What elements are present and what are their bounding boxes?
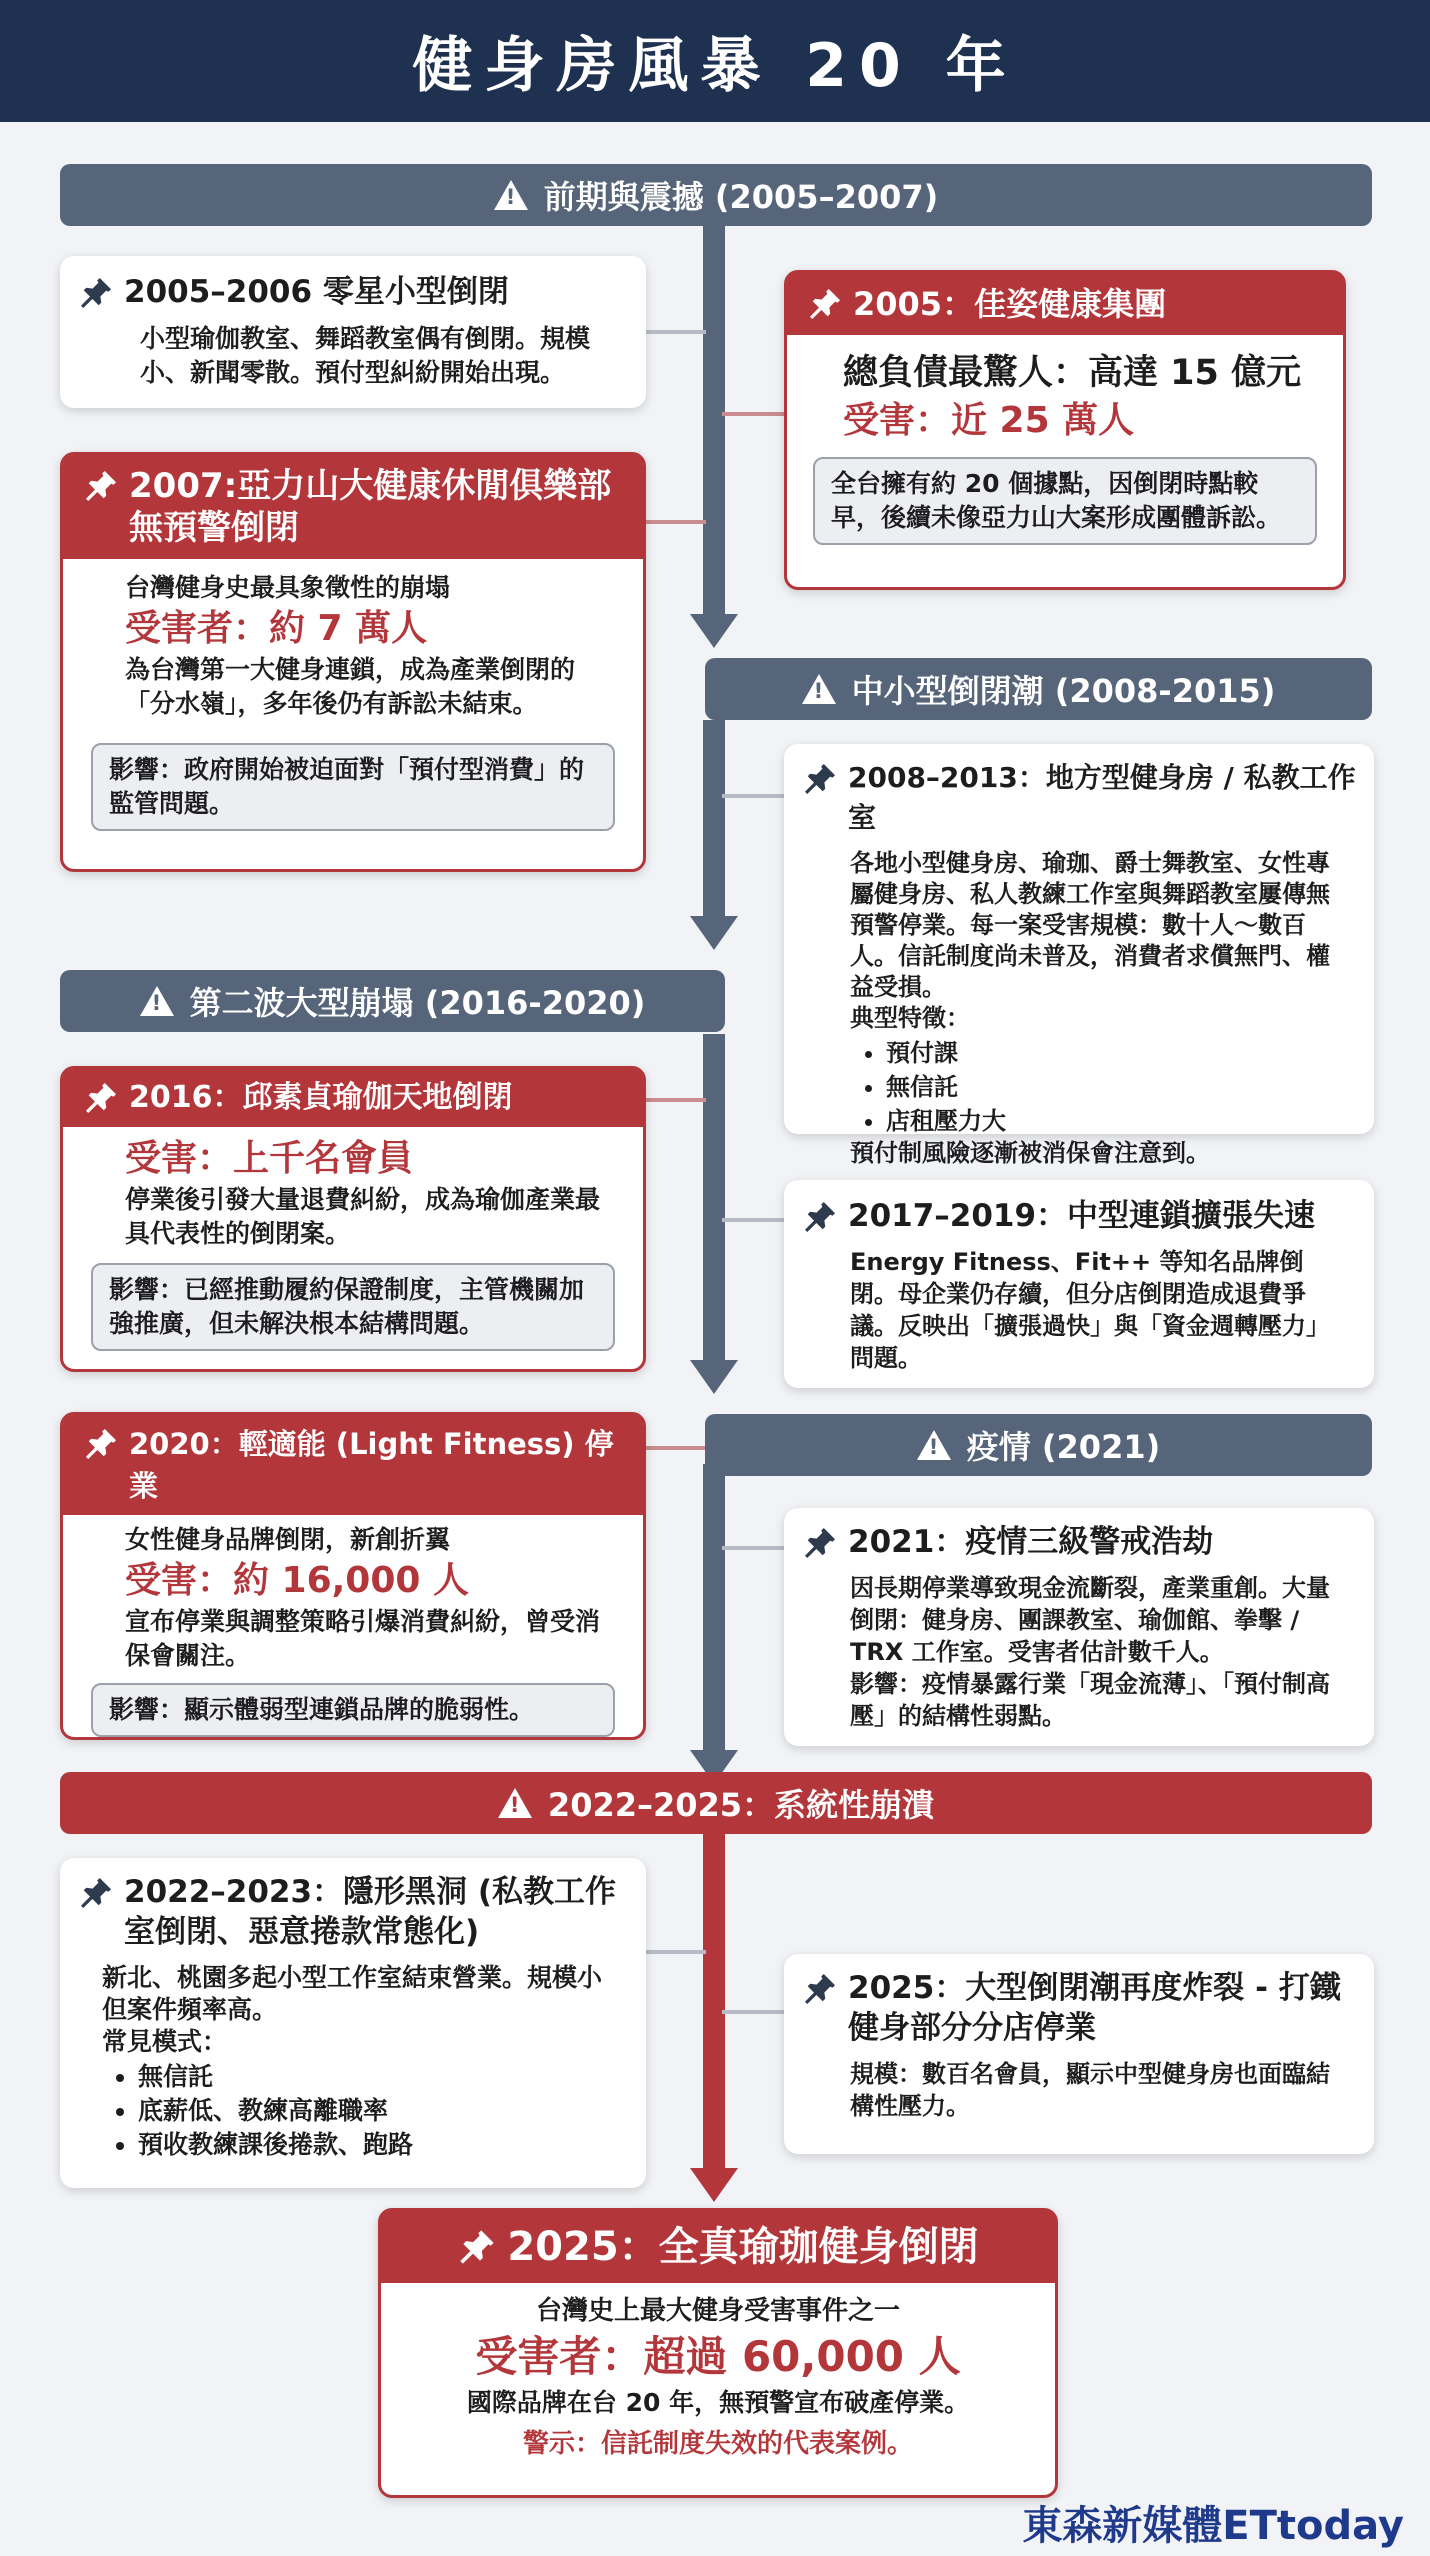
card-title [78,272,628,312]
card-title [802,1522,1356,1562]
connector [722,1218,784,1222]
card-note: 全台擁有約 20 個據點，因倒閉時點較早，後續未像亞力山大案形成團體訴訟。 [813,457,1317,545]
card-title-text: 2005–2006 零星小型倒閉 [124,274,509,310]
victims-count: 受害：約 16,000 人 [125,1560,469,1601]
connector [722,1546,784,1550]
card-text: 宣布停業與調整策略引爆消費糾紛，曾受消保會關注。 [125,1607,601,1670]
card-header [63,1415,643,1515]
list-item: • 預收教練課後捲款、跑路 [138,2128,606,2162]
connector [640,1098,706,1102]
list-item: • 預付課 [886,1036,1334,1070]
card-subtitle: 女性健身品牌倒閉，新創折翼 [125,1525,451,1554]
connector [646,330,706,334]
card-title-text: 2025：大型倒閉潮再度炸裂 - 打鐵健身部分分店停業 [848,1970,1341,2046]
connector [722,412,784,416]
card-header [63,1069,643,1127]
card-title [802,1196,1356,1236]
section-band-second-wave [60,970,725,1032]
pin-icon [78,275,114,311]
event-card-2020 [60,1412,646,1740]
card-text: 國際品牌在台 20 年，無預警宣布破產停業。 [466,2388,970,2417]
list-item: • 底薪低、教練高離職率 [138,2094,606,2128]
warning-icon [140,986,174,1016]
ettoday-logo: 東森新媒體ETtoday [1022,2503,1404,2549]
card-subtitle: 台灣史上最大健身受害事件之一 [535,2296,900,2326]
event-card-2005-2006 [60,256,646,408]
card-impact: 影響：疫情暴露行業「現金流薄」、「預付制高壓」的結構性弱點。 [850,1670,1330,1730]
card-header [63,455,643,559]
victims-count: 受害者：約 7 萬人 [125,608,428,649]
event-card-2025-iron [784,1954,1374,2154]
features-label: 典型特徵： [850,1004,970,1032]
section-band-pandemic [705,1414,1372,1476]
section-label: 前期與震撼 (2005–2007) [543,178,939,216]
pin-icon [83,468,119,504]
timeline-spine [703,720,725,920]
section-label: 中小型倒閉潮 (2008-2015) [851,672,1276,710]
victims-count: 受害：近 25 萬人 [843,400,1135,441]
event-card-2008-2013 [784,744,1374,1167]
pin-icon [78,1875,114,1911]
section-band-systemic-collapse [60,1772,1372,1834]
card-title-text: 2007:亞力山大健康休閒俱樂部無預警倒閉 [129,466,612,548]
card-title-text: 2008–2013：地方型健身房 / 私教工作室 [848,761,1356,834]
section-band-early [60,164,1372,226]
list-item: • 無信託 [138,2060,606,2094]
list-item: • 無信託 [886,1070,1334,1104]
timeline-spine [703,218,725,618]
card-subtitle: 台灣健身史最具象徵性的崩塌 [125,573,451,602]
card-text: 因長期停業導致現金流斷裂，產業重創。大量倒閉：健身房、團課教室、瑜伽館、拳擊 / TRX 工作室。受害者估計數千人。 [850,1574,1330,1666]
victims-count: 受害：上千名會員 [125,1138,414,1179]
pin-icon [83,1080,119,1116]
card-text: 新北、桃園多起小型工作室結束營業。規模小但案件頻率高。 [102,1963,603,2024]
card-text: 規模：數百名會員，顯示中型健身房也面臨結構性壓力。 [850,2060,1330,2120]
section-band-small-closures [705,658,1372,720]
warning-icon [802,674,836,704]
modes-label: 常見模式： [102,2027,228,2056]
card-footer-text: 預付制風險逐漸被消保會注意到。 [850,1139,1210,1167]
pin-icon [807,286,843,322]
card-title-text: 2021：疫情三級警戒浩劫 [848,1524,1214,1560]
timeline-arrow [690,614,738,648]
timeline-arrow [690,1360,738,1394]
features-list [850,1036,1334,1138]
card-title-text: 2016：邱素貞瑜伽天地倒閉 [129,1080,513,1115]
event-card-2017-2019 [784,1180,1374,1388]
event-card-2025-yoga [378,2208,1058,2498]
warning-icon [494,180,528,210]
card-header [787,273,1343,335]
card-header [381,2211,1055,2283]
card-text: Energy Fitness、Fit++ 等知名品牌倒閉。母企業仍存續，但分店倒閉造成退費爭議。反映出「擴張過快」與「資金週轉壓力」問題。 [850,1248,1330,1372]
timeline-spine [703,1830,725,2170]
card-text: 為台灣第一大健身連鎖，成為產業倒閉的「分水嶺」，多年後仍有訴訟未結束。 [125,655,576,718]
event-card-2007 [60,452,646,872]
card-title-text: 2025：全真瑜珈健身倒閉 [507,2224,979,2270]
total-debt: 總負債最驚人：高達 15 億元 [843,353,1302,393]
connector [640,520,706,524]
connector [640,1446,706,1450]
event-card-2016 [60,1066,646,1372]
pin-icon [83,1426,119,1462]
timeline-arrow [690,916,738,950]
timeline-spine [703,1034,725,1364]
pin-icon [802,1525,838,1561]
connector [640,1950,706,1954]
connector [722,794,784,798]
page-title: 健身房風暴 20 年 [0,0,1430,122]
victims-count: 受害者：超過 60,000 人 [475,2332,961,2381]
card-impact: 影響：政府開始被迫面對「預付型消費」的監管問題。 [91,743,615,831]
card-title-text: 2020：輕適能 (Light Fitness) 停業 [129,1427,614,1503]
modes-list [102,2060,606,2162]
card-text: 停業後引發大量退費糾紛，成為瑜伽產業最具代表性的倒閉案。 [125,1185,601,1248]
event-card-2021 [784,1508,1374,1746]
card-title-text: 2022–2023：隱形黑洞 (私教工作室倒閉、惡意捲款常態化) [124,1874,617,1950]
section-label: 疫情 (2021) [966,1428,1161,1466]
event-card-2005 [784,270,1346,590]
card-text: 小型瑜伽教室、舞蹈教室偶有倒閉。規模小、新聞零散。預付型糾紛開始出現。 [140,324,591,387]
warning-icon [917,1430,951,1460]
warning-icon [498,1788,532,1818]
card-impact: 影響：已經推動履約保證制度，主管機關加強推廣，但未解決根本結構問題。 [91,1263,615,1351]
card-impact: 影響：顯示體弱型連鎖品牌的脆弱性。 [91,1683,615,1737]
pin-icon [802,1971,838,2007]
pin-icon [802,761,838,797]
card-title-text: 2005：佳姿健康集團 [853,285,1167,323]
pin-icon [802,1199,838,1235]
card-title-text: 2017–2019：中型連鎖擴張失速 [848,1198,1316,1234]
list-item: • 店租壓力大 [886,1104,1334,1138]
card-title [802,1968,1356,2048]
card-text: 各地小型健身房、瑜珈、爵士舞教室、女性專屬健身房、私人教練工作室與舞蹈教室屢傳無預警停業。每一案受害規模：數十人～數百人。信託制度尚未普及，消費者求償無門、權益受損。 [850,849,1330,1001]
timeline-spine [703,1464,725,1754]
card-title [802,758,1356,838]
pin-icon [457,2227,497,2267]
section-label: 第二波大型崩塌 (2016-2020) [189,984,646,1022]
section-label: 2022–2025：系統性崩潰 [547,1786,935,1824]
connector [722,2010,784,2014]
card-title [78,1872,628,1952]
timeline-arrow [690,2168,738,2202]
card-warning: 警示：信託制度失效的代表案例。 [522,2429,913,2459]
event-card-2022-2023 [60,1858,646,2188]
